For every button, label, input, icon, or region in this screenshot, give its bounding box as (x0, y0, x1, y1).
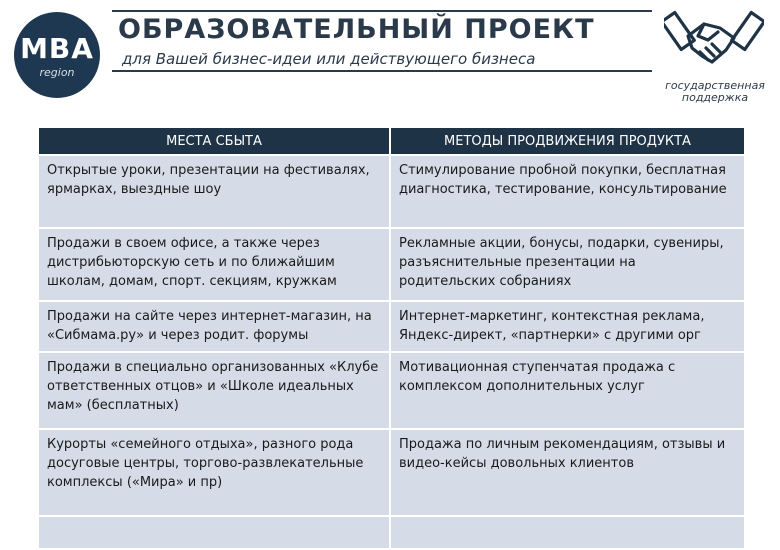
gov-caption-line-2: поддержка (681, 91, 749, 104)
table-cell: Рекламные акции, бонусы, подарки, сувениры, разъяснительные презентации на родительских собраниях (391, 229, 744, 300)
logo-main-text: MBA (20, 32, 94, 65)
table-row (39, 302, 744, 351)
page-header (0, 0, 780, 120)
table-cell: Мотивационная ступенчатая продажа с комплексом дополнительных услуг (391, 353, 744, 428)
page-title: ОБРАЗОВАТЕЛЬНЫЙ ПРОЕКТ (118, 14, 595, 45)
table-cell: Продажи на сайте через интернет-магазин, на «Сибмама.ру» и через родит. форумы (39, 302, 389, 351)
header-top-rule (112, 10, 652, 12)
header-bottom-rule (112, 70, 652, 72)
table-cell: Курорты «семейного отдыха», разного рода досуговые центры, торгово-развлекательные комплексы («Мира» и пр) (39, 430, 389, 515)
gov-caption-line-1: государственная (665, 79, 765, 92)
sales-promotion-table (37, 126, 744, 550)
table-cell (391, 517, 744, 548)
handshake-icon (664, 6, 764, 82)
gov-support-caption (650, 80, 780, 104)
table-cell: Открытые уроки, презентации на фестивалях, ярмарках, выездные шоу (39, 156, 389, 227)
mba-region-logo (14, 12, 100, 98)
table-row (39, 229, 744, 300)
table-cell (39, 517, 389, 548)
table-cell: Продажа по личным рекомендациям, отзывы и видео-кейсы довольных клиентов (391, 430, 744, 515)
table-row (39, 353, 744, 428)
column-header-sales-places: МЕСТА СБЫТА (39, 128, 389, 154)
table-cell: Интернет-маркетинг, контекстная реклама, Яндекс-директ, «партнерки» с другими орг (391, 302, 744, 351)
table-row (39, 156, 744, 227)
table-cell: Продажи в специально организованных «Клубе ответственных отцов» и «Школе идеальных мам» (бесплатных) (39, 353, 389, 428)
table-cell: Стимулирование пробной покупки, бесплатная диагностика, тестирование, консультирование (391, 156, 744, 227)
page-subtitle: для Вашей бизнес-идеи или действующего бизнеса (122, 50, 536, 68)
table-row (39, 430, 744, 515)
column-header-promotion-methods: МЕТОДЫ ПРОДВИЖЕНИЯ ПРОДУКТА (391, 128, 744, 154)
table-cell: Продажи в своем офисе, а также через дистрибьюторскую сеть и по ближайшим школам, домам, спорт. секциям, кружкам (39, 229, 389, 300)
table-row-empty (39, 517, 744, 548)
logo-sub-text: region (39, 66, 75, 79)
